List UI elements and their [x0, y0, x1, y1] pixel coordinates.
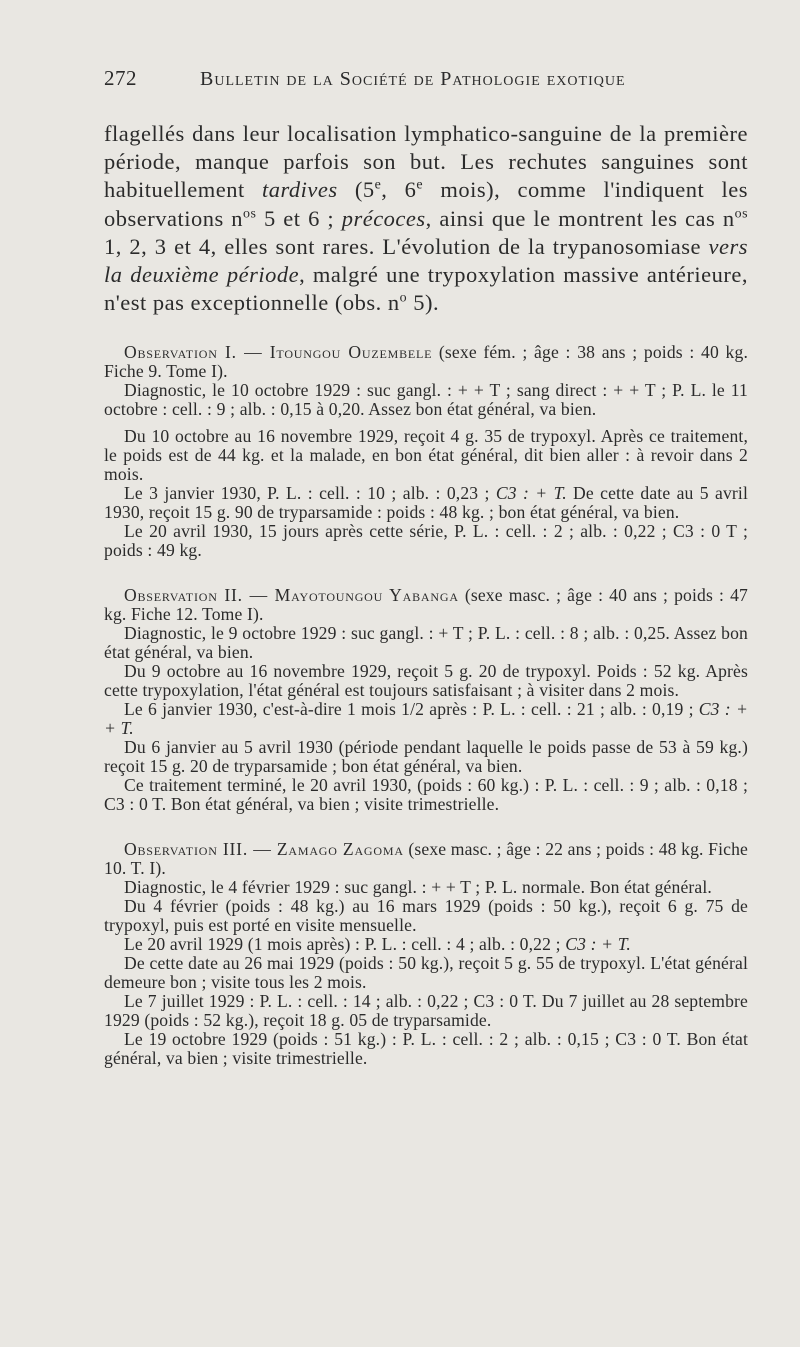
patient-name: — Itoungou Ouzembele	[236, 342, 433, 363]
observation-title: Observation III.	[124, 839, 249, 860]
observation-paragraph: Du 10 octobre au 16 novembre 1929, reçoit 4 g. 35 de trypoxyl. Après ce traitement, le poids est de 44 kg. et la malade, en bon état général, dit bien aller : à revoir dans 2 mois.	[104, 426, 748, 485]
intro-italic-precoces: précoces	[341, 205, 426, 231]
intro-text: mois), comme l'indiquent les observations n	[104, 177, 748, 231]
intro-text: , ainsi que le montrent les cas n	[425, 205, 735, 231]
intro-italic-deuxieme: vers la deuxième période	[104, 233, 748, 288]
observation-paragraph: Du 6 janvier au 5 avril 1930 (période pendant laquelle le poids passe de 53 à 59 kg.) reçoit 15 g. 20 de tryparsamide ; bon état général, va bien.	[104, 737, 748, 777]
observation-heading	[104, 840, 748, 878]
observation-paragraph: Le 7 juillet 1929 : P. L. : cell. : 14 ; alb. : 0,22 ; C3 : 0 T. Du 7 juillet au 28 septembre 1929 (poids : 52 kg.), reçoit 18 g. 05 de tryparsamide.	[104, 991, 748, 1031]
intro-italic-tardives: tardives	[261, 177, 338, 203]
paragraph-italic: C3 : + + T.	[104, 699, 748, 739]
patient-name: — Zamago Zagoma	[248, 839, 404, 860]
intro-paragraph	[104, 120, 748, 317]
observation-paragraph: Le 20 avril 1930, 15 jours après cette série, P. L. : cell. : 2 ; alb. : 0,22 ; C3 : 0 T ; poids : 49 kg.	[104, 521, 748, 561]
observation-paragraph: Diagnostic, le 9 octobre 1929 : suc gangl. : + T ; P. L. : cell. : 8 ; alb. : 0,25. Assez bon état général, va bien.	[104, 623, 748, 663]
intro-text: (5	[337, 177, 375, 203]
paragraph-italic: C3 : + T.	[565, 934, 631, 955]
observation-title: Observation II.	[124, 585, 243, 606]
paragraph-text: Le 3 janvier 1930, P. L. : cell. : 10 ; alb. : 0,23 ;	[124, 483, 496, 504]
intro-text: 5).	[407, 290, 440, 316]
observation-paragraph: De cette date au 26 mai 1929 (poids : 50 kg.), reçoit 5 g. 55 de trypoxyl. L'état général demeure bon ; visite tous les 2 mois.	[104, 953, 748, 993]
patient-details: (sexe masc. ; âge : 40 ans ; poids : 47 kg. Fiche 12. Tome I).	[104, 585, 748, 625]
observation-paragraph: Le 19 octobre 1929 (poids : 51 kg.) : P. L. : cell. : 2 ; alb. : 0,15 ; C3 : 0 T. Bon état général, va bien ; visite trimestrielle.	[104, 1029, 748, 1069]
observation-2	[104, 586, 748, 814]
superscript: e	[416, 177, 424, 193]
running-title: Bulletin de la Société de Pathologie exotique	[200, 68, 626, 90]
patient-name: — Mayotoungou Yabanga	[242, 585, 459, 606]
observation-heading	[104, 343, 748, 381]
superscript: o	[399, 290, 408, 306]
paragraph-italic: C3 : + T.	[495, 483, 567, 504]
paragraph-text: Le 6 janvier 1930, c'est-à-dire 1 mois 1/2 après : P. L. : cell. : 21 ; alb. : 0,19 ;	[124, 699, 699, 720]
patient-details: (sexe masc. ; âge : 22 ans ; poids : 48 kg. Fiche 10. T. I).	[104, 839, 748, 879]
observation-3	[104, 840, 748, 1068]
observation-paragraph: Diagnostic, le 10 octobre 1929 : suc gangl. : + + T ; sang direct : + + T ; P. L. le 11 octobre : cell. : 9 ; alb. : 0,15 à 0,20. Assez bon état général, va bien.	[104, 380, 748, 420]
observation-paragraph	[104, 935, 748, 954]
intro-text: , 6	[381, 177, 417, 203]
page-number: 272	[104, 66, 137, 90]
observation-title: Observation I.	[124, 342, 237, 363]
paragraph-text: De cette date au 5 avril 1930, reçoit 15 g. 90 de tryparsamide : poids : 48 kg. ; bon état général, va bien.	[104, 483, 748, 523]
intro-text: 5 et 6 ;	[256, 205, 342, 231]
intro-text: flagellés dans leur localisation lymphatico-sanguine de la première période, manque parfois son but. Les rechutes sanguines sont habituellement	[104, 121, 748, 203]
superscript: os	[243, 206, 257, 222]
observation-paragraph: Ce traitement terminé, le 20 avril 1930, (poids : 60 kg.) : P. L. : cell. : 9 ; alb. : 0,18 ; C3 : 0 T. Bon état général, va bien ; visite trimestrielle.	[104, 775, 748, 815]
intro-text: , malgré une trypoxylation massive antérieure, n'est pas exceptionnelle (obs. n	[104, 262, 748, 316]
observation-heading	[104, 586, 748, 624]
observation-paragraph: Diagnostic, le 4 février 1929 : suc gangl. : + + T ; P. L. normale. Bon état général.	[124, 877, 712, 898]
observation-paragraph	[104, 484, 748, 522]
observation-1	[104, 343, 748, 560]
intro-text: 1, 2, 3 et 4, elles sont rares. L'évolution de la trypanosomiase	[104, 233, 709, 259]
superscript: os	[734, 206, 748, 222]
observation-paragraph: Du 4 février (poids : 48 kg.) au 16 mars 1929 (poids : 50 kg.), reçoit 6 g. 75 de trypoxyl, puis est porté en visite mensuelle.	[104, 896, 748, 936]
page-header	[104, 66, 748, 106]
observation-paragraph	[104, 700, 748, 738]
observation-paragraph: Du 9 octobre au 16 novembre 1929, reçoit 5 g. 20 de trypoxyl. Poids : 52 kg. Après cette trypoxylation, l'état général est toujours satisfaisant ; à visiter dans 2 mois.	[104, 661, 748, 701]
superscript: e	[374, 177, 382, 193]
patient-details: (sexe fém. ; âge : 38 ans ; poids : 40 kg. Fiche 9. Tome I).	[104, 342, 749, 382]
paragraph-text: Le 20 avril 1929 (1 mois après) : P. L. : cell. : 4 ; alb. : 0,22 ;	[124, 934, 566, 955]
